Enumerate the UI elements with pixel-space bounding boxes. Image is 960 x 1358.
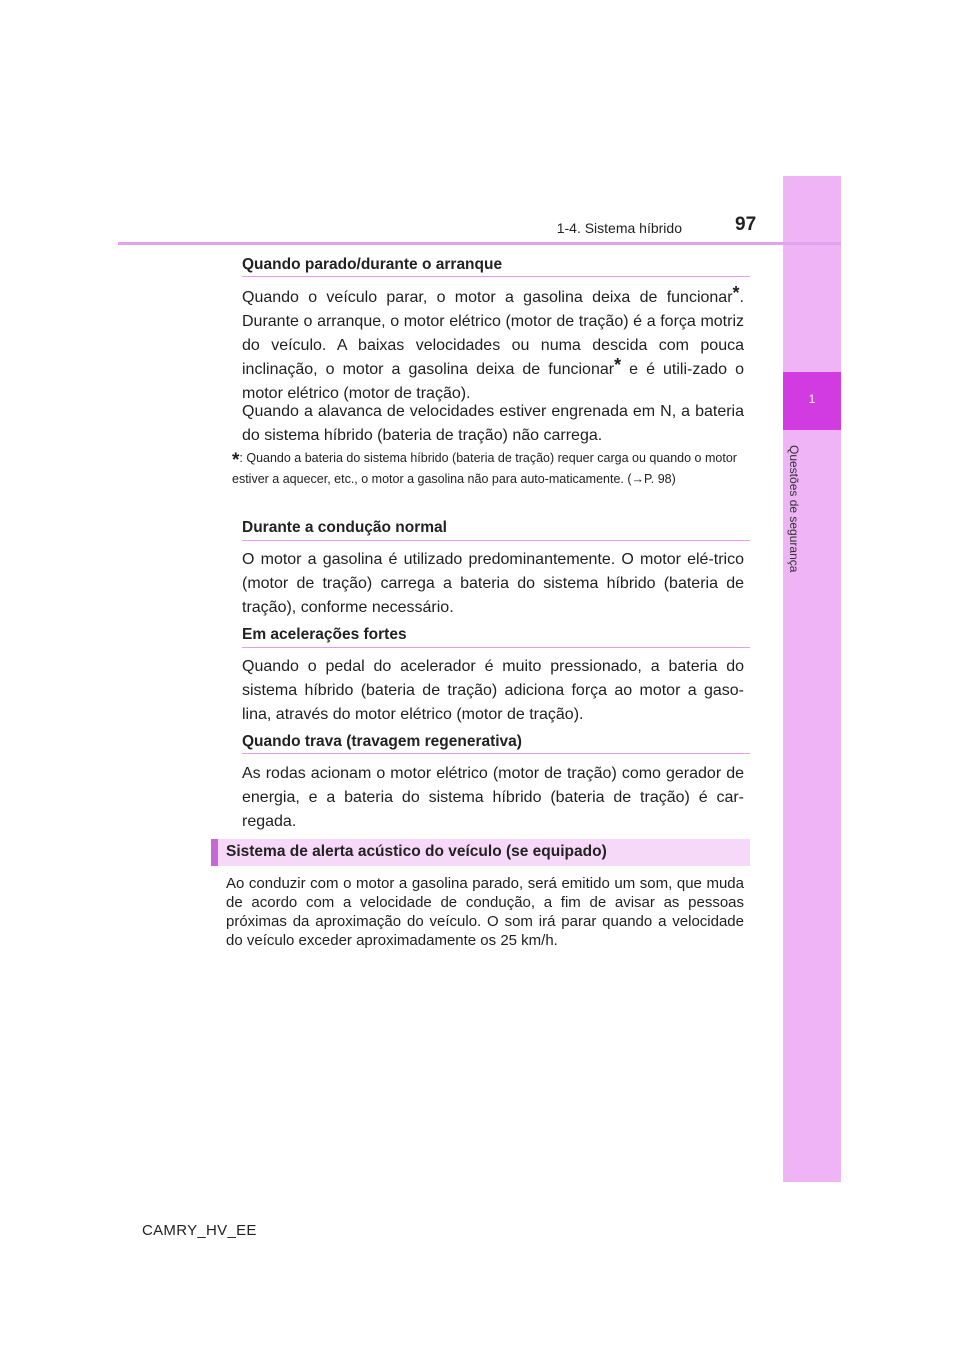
section-title: 1-4. Sistema híbrido (556, 220, 682, 236)
paragraph-text: . Durante o arranque, o motor elétrico (motor de tração) é a força motriz do veículo. A baixas velocidades ou numa descida com pouca inclinação, o motor a gasolina deixa de funcionar (242, 289, 744, 378)
subsection-rule (242, 647, 750, 648)
section-heading-accent-bar (211, 839, 218, 866)
paragraph-strong-acceleration: Quando o pedal do acelerador é muito pressionado, a bateria do sistema híbrido (bateria de tração) adiciona força ao motor a gaso-lina, através do motor elétrico (motor de tração). (242, 658, 744, 723)
paragraph-regenerative-braking: As rodas acionam o motor elétrico (motor de tração) como gerador de energia, e a bateria do sistema híbrido (bateria de tração) é car-regada. (242, 765, 744, 830)
paragraph-neutral-gear: Quando a alavanca de velocidades estiver engrenada em N, a bateria do sistema híbrido (bateria de tração) não carrega. (242, 403, 744, 444)
subsection-heading-normal-driving: Durante a condução normal (242, 519, 447, 536)
chapter-side-band (783, 176, 841, 1182)
model-code: CAMRY_HV_EE (142, 1222, 257, 1239)
chapter-label-text: Questões de segurança (787, 445, 801, 573)
subsection-heading-stopped: Quando parado/durante o arranque (242, 256, 503, 273)
footnote (232, 449, 744, 489)
chapter-label (784, 438, 804, 598)
section-heading: Sistema de alerta acústico do veículo (se equipado) (226, 843, 607, 860)
subsection-rule (242, 540, 750, 541)
page-number: 97 (735, 214, 757, 235)
footnote-text: : Quando a bateria do sistema híbrido (bateria de tração) requer carga ou quando o motor estiver a aquecer, etc., o motor a gasolina não para auto-maticamente. (→P. 98) (232, 451, 737, 486)
subsection-heading-strong-acceleration: Em acelerações fortes (242, 626, 407, 643)
chapter-number-tab[interactable]: 1 (783, 372, 841, 430)
paragraph-stopped (242, 283, 744, 406)
paragraph-normal-driving: O motor a gasolina é utilizado predominantemente. O motor elé-trico (motor de tração) carrega a bateria do sistema híbrido (bateria de tração), conforme necessário. (242, 551, 744, 616)
asterisk-marker: * (732, 283, 740, 303)
asterisk-marker: * (614, 355, 622, 375)
subsection-heading-regenerative-braking: Quando trava (travagem regenerativa) (242, 733, 522, 750)
subsection-rule (242, 276, 750, 277)
header-rule (118, 242, 841, 245)
subsection-rule (242, 753, 750, 754)
paragraph-text: e é utili-zado o motor elétrico (motor de tração). (242, 361, 744, 402)
section-body-text: Ao conduzir com o motor a gasolina parado, será emitido um som, que muda de acordo com a velocidade de condução, a fim de avisar as pessoas próximas da aproximação do veículo. O som irá parar quando a velocidade do veículo exceder aproximadamente os 25 km/h. (226, 875, 744, 949)
paragraph-text: Quando o veículo parar, o motor a gasolina deixa de funcionar (242, 289, 733, 306)
footnote-marker: * (232, 450, 240, 471)
